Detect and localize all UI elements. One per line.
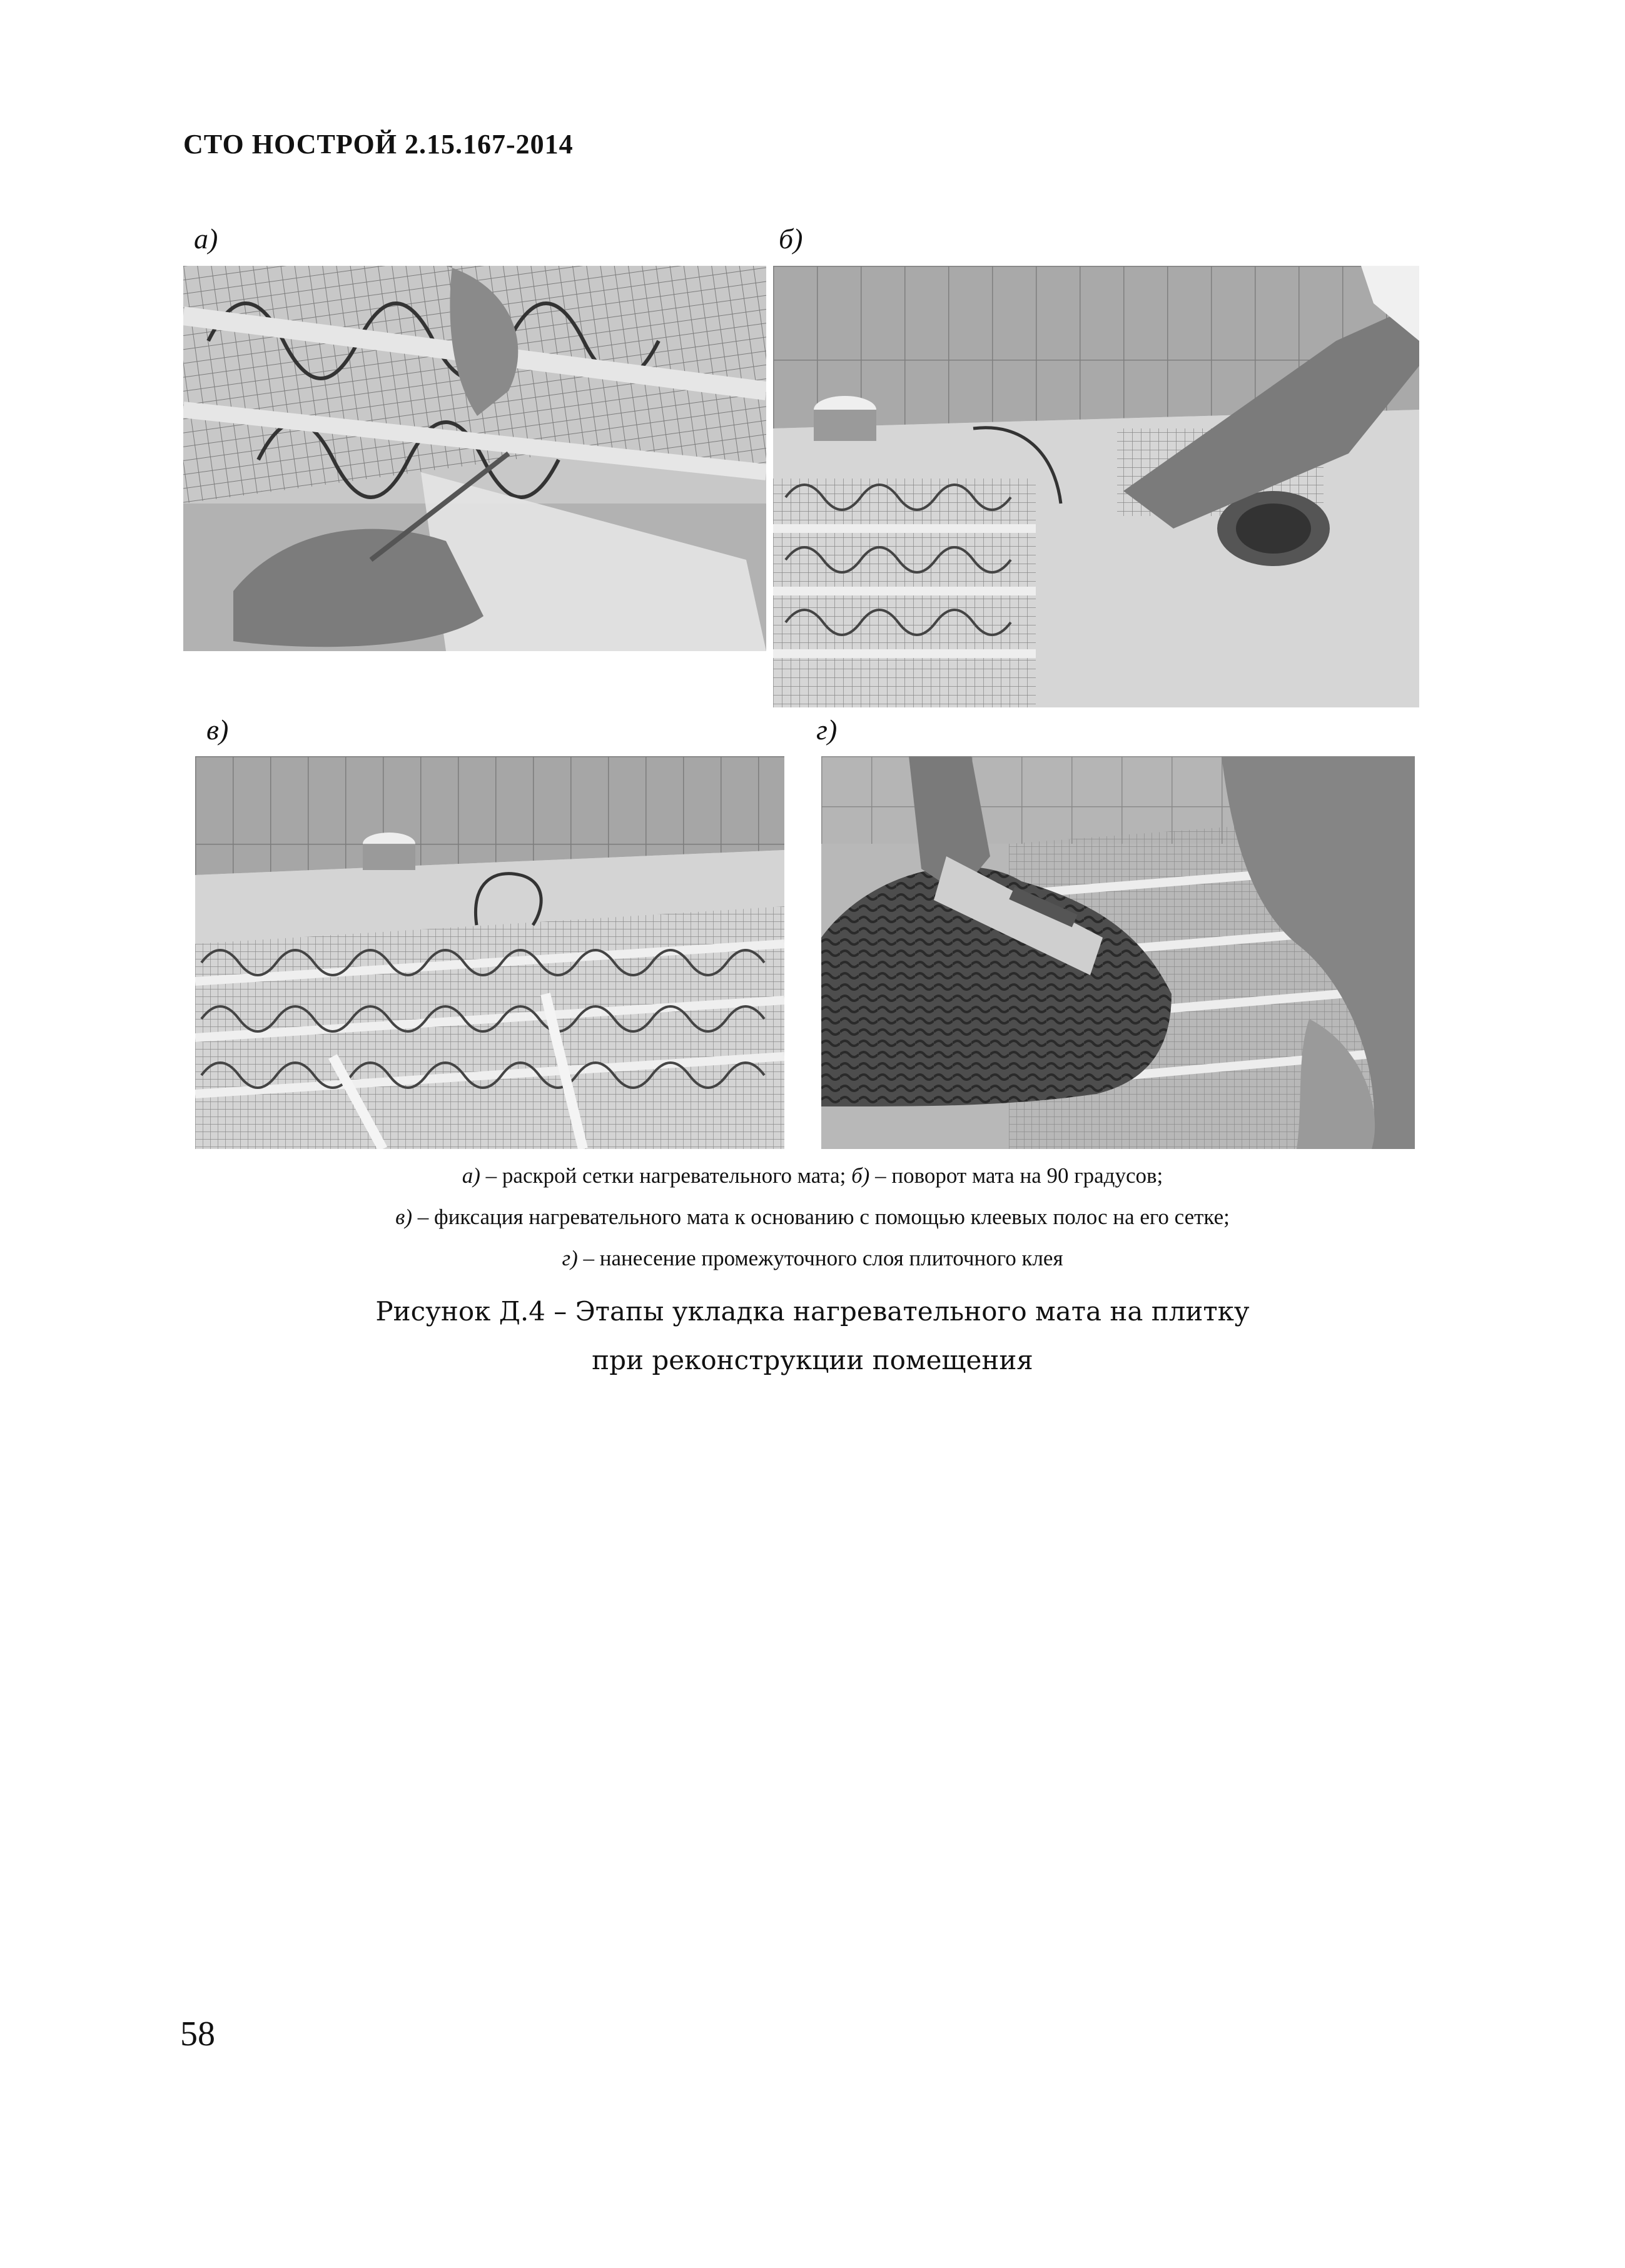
caption-marker-g: г) <box>562 1246 578 1270</box>
caption-line-3 <box>0 1246 1625 1271</box>
panel-label-g: г) <box>816 714 838 746</box>
caption-marker-a: а) <box>462 1163 480 1188</box>
photo-turning-mat <box>773 266 1419 707</box>
page-number: 58 <box>180 2015 215 2053</box>
caption-text-v: – фиксация нагревательного мата к основанию с помощью клеевых полос на его сетке; <box>412 1205 1230 1229</box>
caption-line-1 <box>0 1163 1625 1188</box>
caption-marker-b: б) <box>851 1163 870 1188</box>
photo-cutting-mesh <box>183 266 766 651</box>
panel-label-v: в) <box>206 714 229 746</box>
caption-text-b: – поворот мата на 90 градусов; <box>869 1163 1163 1188</box>
figure-title-line-2: при реконструкции помещения <box>592 1345 1033 1375</box>
photo-applying-adhesive <box>821 756 1415 1149</box>
document-code: СТО НОСТРОЙ 2.15.167-2014 <box>183 129 574 159</box>
photo-fixing-mat <box>195 756 784 1149</box>
caption-text-a: – раскрой сетки нагревательного мата; <box>480 1163 852 1188</box>
caption-line-2 <box>0 1205 1625 1230</box>
panel-label-b: б) <box>779 223 803 255</box>
panel-label-a: а) <box>194 223 218 255</box>
caption-text-g: – нанесение промежуточного слоя плиточного клея <box>577 1246 1063 1270</box>
caption-marker-v: в) <box>395 1205 413 1229</box>
figure-title-line-1: Рисунок Д.4 – Этапы укладка нагревательного мата на плитку <box>375 1296 1250 1327</box>
